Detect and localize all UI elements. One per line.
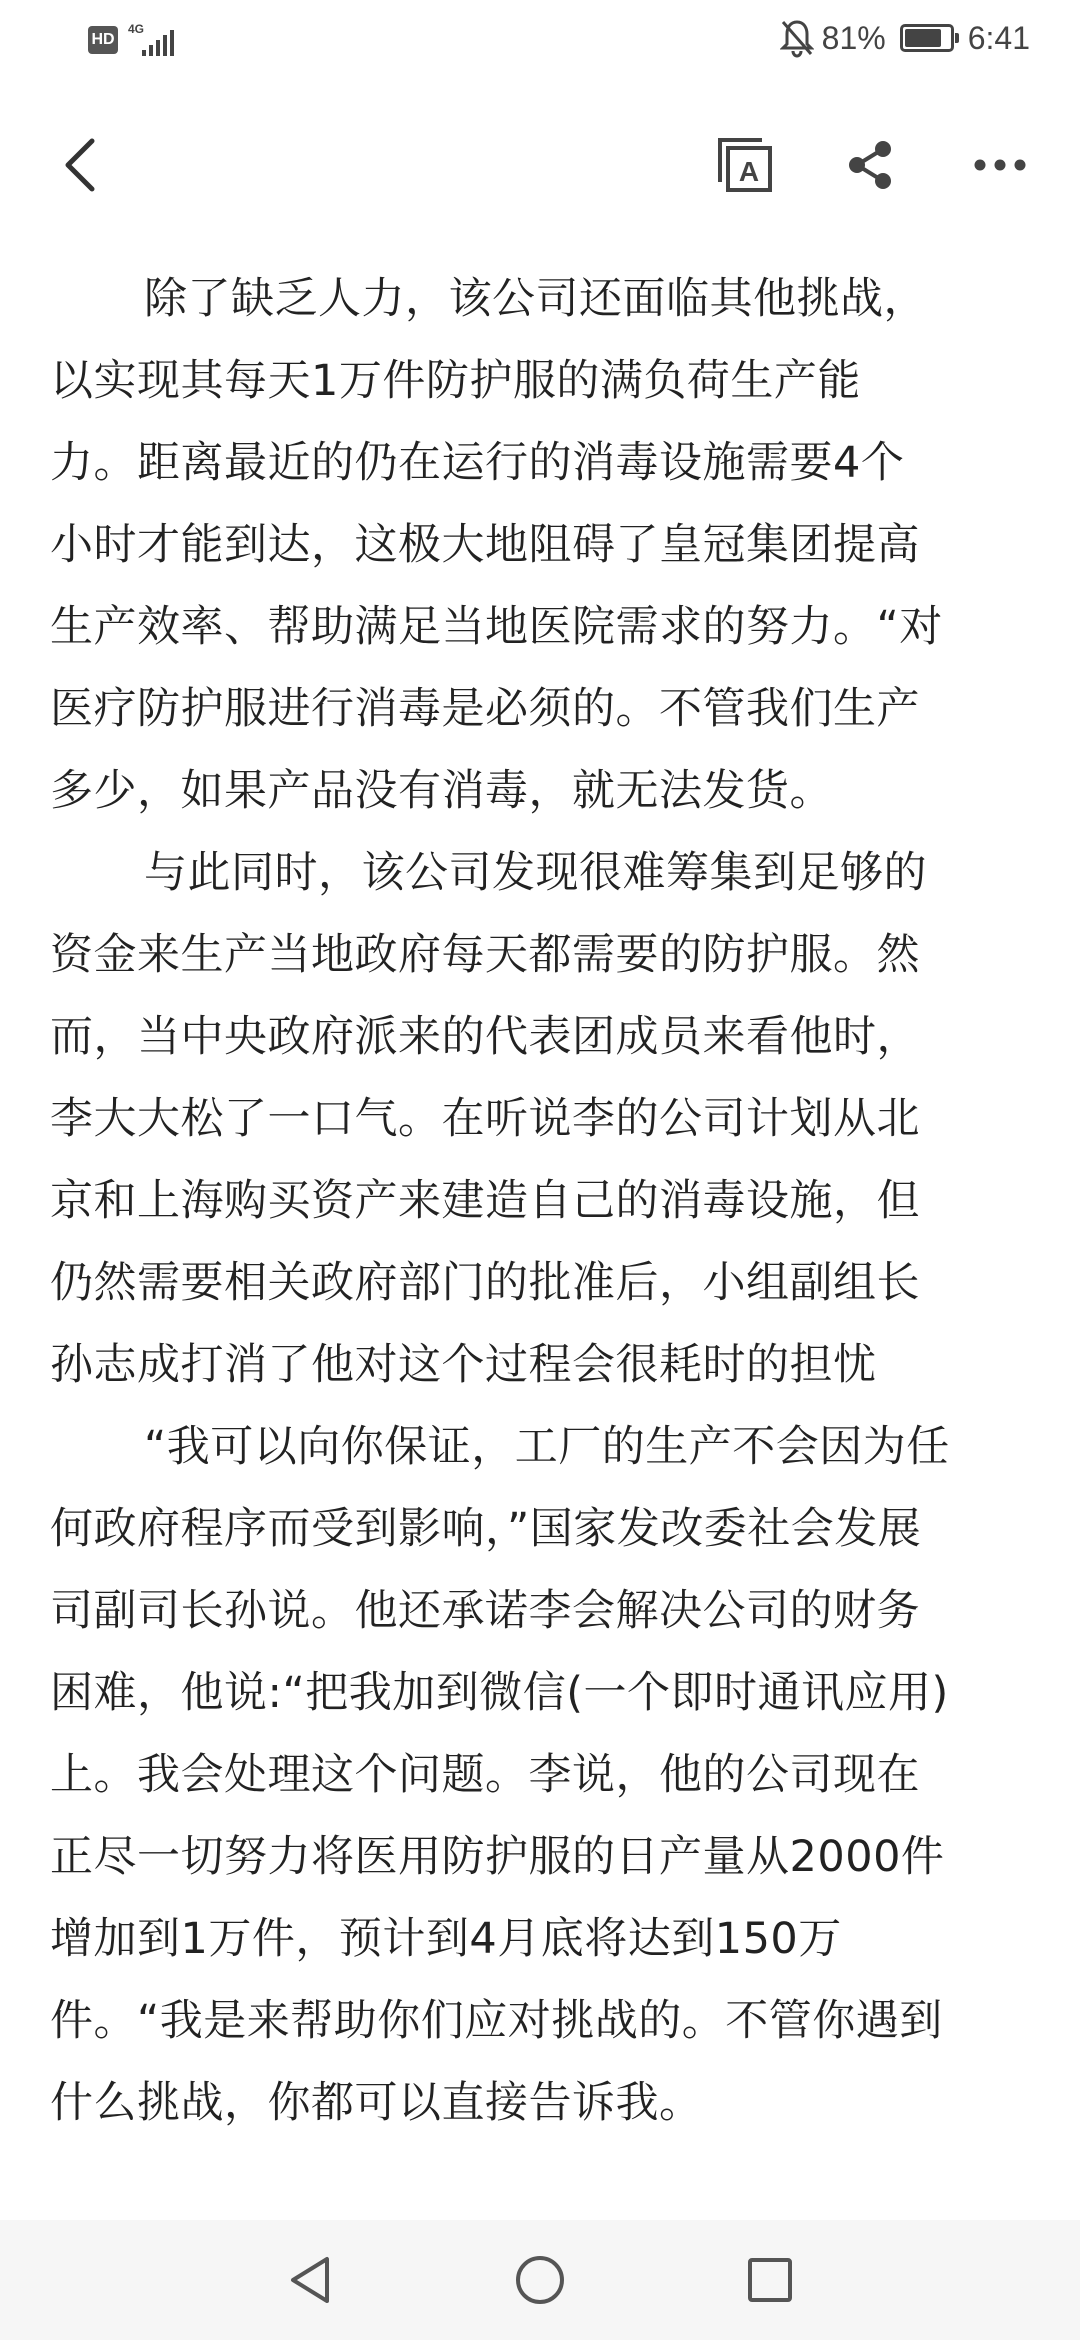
system-nav-bar <box>0 2220 1080 2340</box>
translate-button[interactable] <box>700 120 790 210</box>
article-line: 件。“我是来帮助你们应对挑战的。不管你遇到 <box>50 1996 943 2046</box>
more-options-button[interactable] <box>955 120 1045 210</box>
article-line: 上。我会处理这个问题。李说，他的公司现在 <box>50 1750 920 1800</box>
article-text <box>50 210 1040 2144</box>
network-type-label: 4G <box>128 22 145 36</box>
nav-recent-icon <box>744 2254 796 2306</box>
status-right <box>780 18 1030 58</box>
more-dots-icon <box>972 157 1028 173</box>
article-line: 力。距离最近的仍在运行的消毒设施需要4个 <box>50 438 905 488</box>
article-line: 正尽一切努力将医用防护服的日产量从2000件 <box>50 1832 945 1882</box>
article-line: 生产效率、帮助满足当地医院需求的努力。“对 <box>50 602 943 652</box>
article-line: 而，当中央政府派来的代表团成员来看他时， <box>50 1012 920 1062</box>
svg-text:A: A <box>738 156 760 187</box>
nav-home-icon <box>512 2252 568 2308</box>
article-line: “我可以向你保证，工厂的生产不会因为任 <box>144 1422 950 1472</box>
clock: 6:41 <box>967 19 1030 56</box>
article-line: 李大大松了一口气。在听说李的公司计划从北 <box>50 1094 920 1144</box>
article-line: 仍然需要相关政府部门的批准后，小组副组长 <box>50 1258 920 1308</box>
battery-icon <box>900 24 954 52</box>
status-left <box>88 22 188 58</box>
share-icon <box>845 139 895 191</box>
article-line: 医疗防护服进行消毒是必须的。不管我们生产 <box>50 684 920 734</box>
signal-icon <box>128 22 188 58</box>
article-line: 孙志成打消了他对这个过程会很耗时的担忧 <box>50 1340 877 1390</box>
article-line: 京和上海购买资产来建造自己的消毒设施，但 <box>50 1176 920 1226</box>
nav-home-button[interactable] <box>500 2240 580 2320</box>
article-line: 资金来生产当地政府每天都需要的防护服。然 <box>50 930 920 980</box>
article-line: 司副司长孙说。他还承诺李会解决公司的财务 <box>50 1586 920 1636</box>
bell-off-icon <box>780 18 814 58</box>
top-toolbar <box>0 80 1080 250</box>
article-line: 多少，如果产品没有消毒，就无法发货。 <box>50 766 833 816</box>
hd-icon: HD <box>88 26 118 54</box>
article-line: 以实现其每天1万件防护服的满负荷生产能 <box>50 356 861 406</box>
back-button[interactable] <box>40 120 120 210</box>
back-arrow-icon <box>58 135 102 195</box>
article-line: 什么挑战，你都可以直接告诉我。 <box>50 2078 703 2128</box>
status-bar <box>0 0 1080 80</box>
article-line: 困难，他说:“把我加到微信(一个即时通讯应用) <box>50 1668 949 1718</box>
nav-recent-button[interactable] <box>730 2240 810 2320</box>
battery-percent: 81% <box>821 19 886 56</box>
article-line: 增加到1万件，预计到4月底将达到150万 <box>50 1914 842 1964</box>
nav-back-button[interactable] <box>270 2240 350 2320</box>
article-line: 小时才能到达，这极大地阻碍了皇冠集团提高 <box>50 520 920 570</box>
article-line: 除了缺乏人力，该公司还面临其他挑战， <box>144 274 927 324</box>
nav-back-icon <box>285 2253 335 2307</box>
article-line: 何政府程序而受到影响，”国家发改委社会发展 <box>50 1504 922 1554</box>
article-content[interactable] <box>0 210 1080 2220</box>
article-line: 与此同时，该公司发现很难筹集到足够的 <box>144 848 927 898</box>
translate-icon <box>714 134 776 196</box>
share-button[interactable] <box>830 120 910 210</box>
